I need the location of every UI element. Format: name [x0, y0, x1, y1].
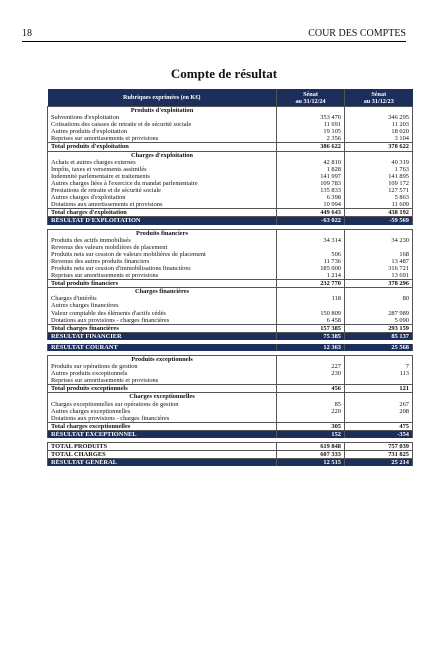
value-2024: 135 833: [277, 187, 345, 194]
value-2023: 109 172: [345, 180, 413, 187]
value-2024: 506: [277, 251, 345, 258]
row-label: Indemnité parlementaire et traitements: [48, 173, 277, 180]
empty-cell: [277, 356, 345, 364]
row-label: Autres charges financières: [48, 302, 277, 309]
value-2023: 7: [345, 363, 413, 370]
value-2024: 1 214: [277, 272, 345, 280]
row-label: Charges exceptionnelles sur opérations de gestion: [48, 401, 277, 408]
value-2023: [345, 377, 413, 385]
value-2024: 42 810: [277, 159, 345, 166]
row-label: Reprises sur amortissements et provisions: [48, 135, 277, 143]
column-header-2024: [277, 89, 345, 107]
total-row: [48, 143, 413, 151]
table-row: [48, 244, 413, 251]
row-label: Charges financières: [48, 288, 277, 296]
total-row: [48, 280, 413, 288]
row-label: Total produits d'exploitation: [48, 143, 277, 151]
row-label: Produits nets sur cession de valeurs mobilières de placement: [48, 251, 277, 258]
value-2023: [345, 415, 413, 423]
table-row: [48, 408, 413, 415]
row-label: Total produits exceptionnels: [48, 385, 277, 393]
value-2023: 3 104: [345, 135, 413, 143]
row-label: Reprises sur amortissements et provisions: [48, 377, 277, 385]
table-row: [48, 258, 413, 265]
value-2023: 85 137: [345, 332, 413, 340]
value-2024: 449 643: [277, 209, 345, 217]
income-statement-table: [47, 89, 413, 466]
page-number: 18: [22, 28, 32, 39]
value-2024: 118: [277, 295, 345, 302]
row-label: Autres produits d'exploitation: [48, 128, 277, 135]
result-row: [48, 430, 413, 438]
value-2023: 113: [345, 370, 413, 377]
total-row: [48, 451, 413, 459]
value-2023: 208: [345, 408, 413, 415]
row-label: Produits sur opérations de gestion: [48, 363, 277, 370]
total-row: [48, 324, 413, 332]
row-label: Reprises sur amortissements et provisions: [48, 272, 277, 280]
value-2024: 85: [277, 401, 345, 408]
table-row: [48, 370, 413, 377]
table-row: [48, 302, 413, 309]
value-2024: 386 622: [277, 143, 345, 151]
value-2024: 2 356: [277, 135, 345, 143]
value-2024: 11 736: [277, 258, 345, 265]
table-row: [48, 272, 413, 280]
value-2023: 34 230: [345, 237, 413, 244]
table-row: [48, 194, 413, 201]
row-label: Produits financiers: [48, 229, 277, 237]
value-2023: 316 721: [345, 265, 413, 272]
column-header-2023: [345, 89, 413, 107]
value-2024: 607 333: [277, 451, 345, 459]
value-2024: 157 385: [277, 324, 345, 332]
value-2024: 6 458: [277, 317, 345, 325]
value-2024: 619 848: [277, 443, 345, 451]
table-row: [48, 121, 413, 128]
column-header-2024-line2: au 31/12/24: [295, 97, 326, 105]
value-2023: -59 569: [345, 217, 413, 225]
row-label: Charges exceptionnelles: [48, 393, 277, 401]
value-2024: 152: [277, 430, 345, 438]
value-2024: 220: [277, 408, 345, 415]
section-heading-row: [48, 229, 413, 237]
empty-cell: [345, 393, 413, 401]
row-label: Total produits financiers: [48, 280, 277, 288]
value-2023: 346 295: [345, 114, 413, 121]
section-heading-row: [48, 107, 413, 115]
value-2023: 475: [345, 422, 413, 430]
row-label: RÉSULTAT COURANT: [48, 344, 277, 351]
table-row: [48, 363, 413, 370]
row-label: Produits d'exploitation: [48, 107, 277, 115]
result-row: [48, 459, 413, 467]
value-2023: 13 487: [345, 258, 413, 265]
row-label: Total charges d'exploitation: [48, 209, 277, 217]
result-row: [48, 332, 413, 340]
value-2023: 80: [345, 295, 413, 302]
header-rule: [22, 41, 406, 42]
row-label: Dotations aux provisions - charges financières: [48, 415, 277, 423]
table-header-row: [48, 89, 413, 107]
value-2023: [345, 302, 413, 309]
row-label: Achats et autres charges externes: [48, 159, 277, 166]
total-row: [48, 209, 413, 217]
page-title: Compte de résultat: [170, 66, 278, 81]
value-2023: 378 296: [345, 280, 413, 288]
value-2024: 185 000: [277, 265, 345, 272]
empty-cell: [345, 288, 413, 296]
row-label: TOTAL PRODUITS: [48, 443, 277, 451]
row-label: Produits exceptionnels: [48, 356, 277, 364]
value-2024: 141 997: [277, 173, 345, 180]
table-row: [48, 128, 413, 135]
value-2023: 141 895: [345, 173, 413, 180]
value-2024: 10 994: [277, 201, 345, 209]
value-2024: [277, 377, 345, 385]
value-2024: 150 809: [277, 310, 345, 317]
row-label: RÉSULTAT FINANCIER: [48, 332, 277, 340]
running-title: COUR DES COMPTES: [308, 28, 406, 39]
total-row: [48, 385, 413, 393]
empty-cell: [345, 151, 413, 159]
table-row: [48, 187, 413, 194]
value-2023: 121: [345, 385, 413, 393]
value-2024: 12 515: [277, 459, 345, 467]
value-2024: 227: [277, 363, 345, 370]
value-2023: 293 159: [345, 324, 413, 332]
table-row: [48, 180, 413, 187]
row-label: Total charges financières: [48, 324, 277, 332]
table-row: [48, 166, 413, 173]
row-label: Valeur comptable des éléments d'actifs cédés: [48, 310, 277, 317]
row-label: Revenus des autres produits financiers: [48, 258, 277, 265]
value-2023: 267: [345, 401, 413, 408]
value-2024: 12 363: [277, 344, 345, 351]
empty-cell: [345, 107, 413, 115]
row-label: Produits des actifs immobilisés: [48, 237, 277, 244]
column-header-label: Rubriques exprimées (en K€): [48, 89, 277, 107]
value-2024: 456: [277, 385, 345, 393]
row-label: TOTAL CHARGES: [48, 451, 277, 459]
value-2023: 287 989: [345, 310, 413, 317]
row-label: Dotations aux provisions - charges financières: [48, 317, 277, 325]
table-row: [48, 265, 413, 272]
row-label: RÉSULTAT D'EXPLOITATION: [48, 217, 277, 225]
table-row: [48, 377, 413, 385]
value-2023: 5 863: [345, 194, 413, 201]
table-row: [48, 317, 413, 325]
column-header-2024-line1: Sénat: [303, 90, 318, 98]
running-header: [22, 28, 406, 40]
table-row: [48, 173, 413, 180]
row-label: Charges d'exploitation: [48, 151, 277, 159]
empty-cell: [345, 229, 413, 237]
value-2024: 11 691: [277, 121, 345, 128]
section-heading-row: [48, 151, 413, 159]
row-label: Prestations de retraite et de sécurité sociale: [48, 187, 277, 194]
column-header-2023-line2: au 31/12/23: [363, 97, 394, 105]
section-heading-row: [48, 356, 413, 364]
value-2023: 378 622: [345, 143, 413, 151]
value-2023: 168: [345, 251, 413, 258]
table-row: [48, 295, 413, 302]
value-2024: 353 470: [277, 114, 345, 121]
empty-cell: [277, 393, 345, 401]
column-header-2023-line1: Sénat: [371, 90, 387, 98]
value-2024: -63 022: [277, 217, 345, 225]
row-label: Autres charges d'exploitation: [48, 194, 277, 201]
row-label: Revenus des valeurs mobilières de placement: [48, 244, 277, 251]
table-row: [48, 114, 413, 121]
value-2024: [277, 244, 345, 251]
value-2024: 34 314: [277, 237, 345, 244]
value-2024: 109 783: [277, 180, 345, 187]
table-row: [48, 415, 413, 423]
section-heading-row: [48, 393, 413, 401]
table-row: [48, 159, 413, 166]
value-2024: 19 105: [277, 128, 345, 135]
value-2023: -354: [345, 430, 413, 438]
value-2024: 75 385: [277, 332, 345, 340]
value-2023: 11 203: [345, 121, 413, 128]
value-2023: 5 090: [345, 317, 413, 325]
row-label: Impôts, taxes et versements assimilés: [48, 166, 277, 173]
empty-cell: [277, 288, 345, 296]
table-row: [48, 310, 413, 317]
row-label: Total charges exceptionnelles: [48, 422, 277, 430]
empty-cell: [277, 229, 345, 237]
row-label: Cotisations des caisses de retraite et de sécurité sociale: [48, 121, 277, 128]
result-row: [48, 344, 413, 351]
row-label: Autres charges liées à l'exercice du mandat parlementaire: [48, 180, 277, 187]
table-row: [48, 237, 413, 244]
empty-cell: [277, 107, 345, 115]
value-2024: 1 828: [277, 166, 345, 173]
total-row: [48, 422, 413, 430]
value-2023: 1 763: [345, 166, 413, 173]
value-2024: 232 770: [277, 280, 345, 288]
value-2023: 731 825: [345, 451, 413, 459]
value-2023: 18 020: [345, 128, 413, 135]
value-2023: 438 192: [345, 209, 413, 217]
empty-cell: [277, 151, 345, 159]
table-row: [48, 201, 413, 209]
row-label: Autres charges exceptionnelles: [48, 408, 277, 415]
value-2024: 230: [277, 370, 345, 377]
table-row: [48, 251, 413, 258]
value-2023: 11 609: [345, 201, 413, 209]
row-label: RÉSULTAT GÉNÉRAL: [48, 459, 277, 467]
value-2023: 127 571: [345, 187, 413, 194]
section-heading-row: [48, 288, 413, 296]
value-2023: [345, 244, 413, 251]
table-row: [48, 135, 413, 143]
value-2024: 6 398: [277, 194, 345, 201]
row-label: RÉSULTAT EXCEPTIONNEL: [48, 430, 277, 438]
value-2024: 305: [277, 422, 345, 430]
result-row: [48, 217, 413, 225]
total-row: [48, 443, 413, 451]
value-2024: [277, 415, 345, 423]
value-2023: 25 214: [345, 459, 413, 467]
value-2024: [277, 302, 345, 309]
value-2023: 13 691: [345, 272, 413, 280]
value-2023: 757 039: [345, 443, 413, 451]
row-label: Charges d'intérêts: [48, 295, 277, 302]
value-2023: 25 568: [345, 344, 413, 351]
row-label: Produits nets sur cession d'immobilisations financières: [48, 265, 277, 272]
value-2023: 40 319: [345, 159, 413, 166]
row-label: Autres produits exceptionnels: [48, 370, 277, 377]
row-label: Dotations aux amortissements et provisions: [48, 201, 277, 209]
empty-cell: [345, 356, 413, 364]
row-label: Subventions d'exploitation: [48, 114, 277, 121]
table-row: [48, 401, 413, 408]
